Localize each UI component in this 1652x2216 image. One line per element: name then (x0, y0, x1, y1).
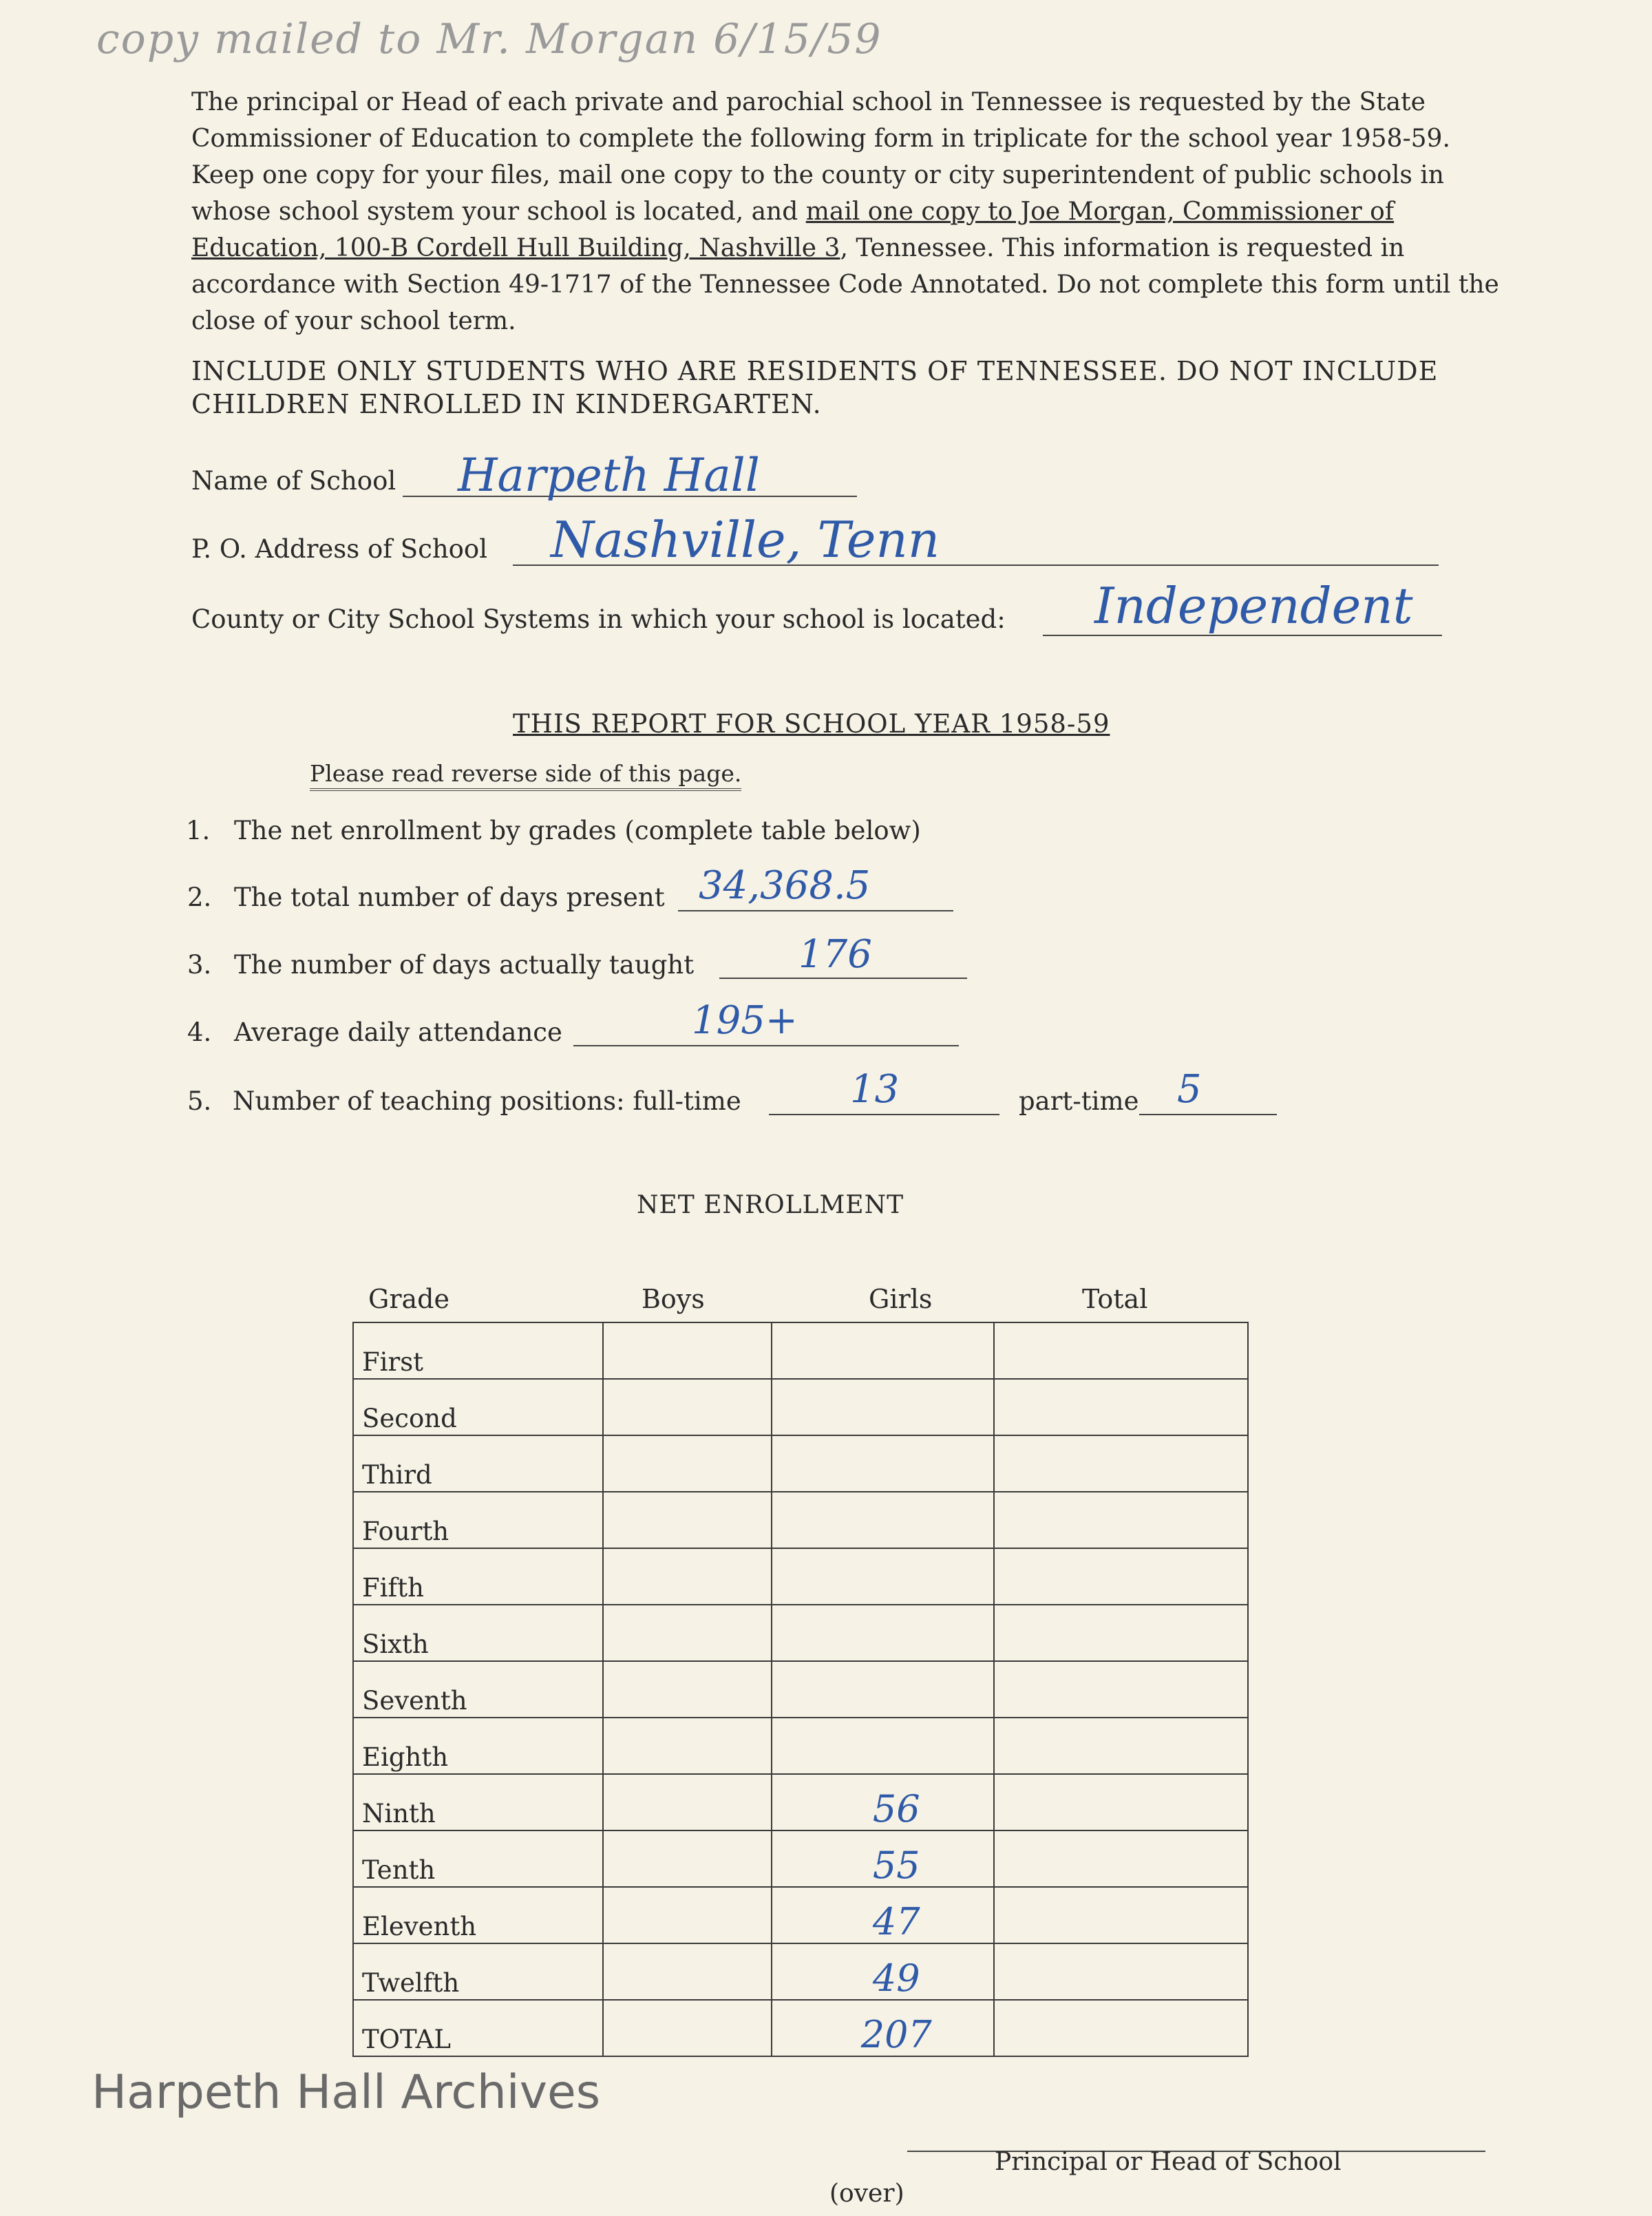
cell-grade: TOTAL (353, 2000, 603, 2056)
col-header-grade: Grade (368, 1284, 449, 1314)
q4-value[interactable]: 195+ (692, 998, 798, 1043)
cell-total[interactable] (994, 1661, 1248, 1718)
cell-total[interactable] (994, 1492, 1248, 1548)
school-system-value[interactable]: Independent (1094, 577, 1413, 635)
pencil-note: copy mailed to Mr. Morgan 6/15/59 (96, 15, 882, 63)
table-row (353, 1718, 1248, 1774)
cell-grade: Fifth (353, 1548, 603, 1605)
cell-boys[interactable] (603, 1322, 772, 1379)
q5-part-label: part-time (1019, 1086, 1139, 1116)
table-row (353, 1435, 1248, 1492)
school-system-label: County or City School Systems in which your school is located: (191, 604, 1006, 634)
cell-girls[interactable] (772, 1492, 994, 1548)
q3-text: The number of days actually taught (234, 950, 695, 980)
table-row (353, 1605, 1248, 1661)
cell-boys[interactable] (603, 1830, 772, 1887)
cell-total[interactable] (994, 1322, 1248, 1379)
school-name-value[interactable]: Harpeth Hall (458, 449, 760, 502)
table-row (353, 1943, 1248, 2000)
table-row (353, 1379, 1248, 1435)
net-enrollment-title: NET ENROLLMENT (637, 1191, 904, 1219)
residency-notice: INCLUDE ONLY STUDENTS WHO ARE RESIDENTS OF TENNESSEE. DO NOT INCLUDE CHILDREN ENROLLED IN KINDERGARTEN. (191, 356, 1439, 419)
cell-girls[interactable] (772, 1887, 994, 1943)
school-name-label: Name of School (191, 466, 396, 496)
q4-line (573, 1045, 959, 1046)
q2-number: 2. (187, 883, 212, 912)
address-label: P. O. Address of School (191, 534, 488, 564)
q5-part-value[interactable]: 5 (1177, 1067, 1202, 1112)
cell-boys[interactable] (603, 1943, 772, 2000)
table-row (353, 1548, 1248, 1605)
cell-girls[interactable] (772, 1605, 994, 1661)
q2-value[interactable]: 34,368.5 (699, 863, 871, 908)
col-header-girls: Girls (869, 1284, 933, 1314)
table-row (353, 1322, 1248, 1379)
cell-boys[interactable] (603, 1887, 772, 1943)
girls-value: 49 (872, 1956, 920, 2000)
cell-total[interactable] (994, 2000, 1248, 2056)
cell-grade: Seventh (353, 1661, 603, 1718)
cell-total[interactable] (994, 1943, 1248, 2000)
cell-girls[interactable] (772, 1943, 994, 2000)
cell-girls[interactable] (772, 1435, 994, 1492)
intro-underlined: mail one copy to Joe Morgan, Commissioner of Education, 100-B Cordell Hull Building, Nashville 3 (191, 198, 1395, 262)
q5-full-value[interactable]: 13 (850, 1067, 900, 1112)
cell-boys[interactable] (603, 1548, 772, 1605)
cell-boys[interactable] (603, 1435, 772, 1492)
cell-total[interactable] (994, 1435, 1248, 1492)
over-note: (over) (829, 2180, 904, 2208)
read-reverse-note: Please read reverse side of this page. (310, 760, 741, 791)
q1-number: 1. (186, 816, 211, 845)
cell-total[interactable] (994, 1830, 1248, 1887)
cell-girls[interactable] (772, 1548, 994, 1605)
q4-text: Average daily attendance (234, 1017, 562, 1047)
q5-full-line (769, 1114, 999, 1115)
cell-grade: Sixth (353, 1605, 603, 1661)
q2-line (678, 910, 953, 911)
archive-watermark: Harpeth Hall Archives (92, 2065, 601, 2120)
cell-grade: First (353, 1322, 603, 1379)
cell-grade: Second (353, 1379, 603, 1435)
cell-grade: Ninth (353, 1774, 603, 1830)
cell-boys[interactable] (603, 2000, 772, 2056)
table-row (353, 1661, 1248, 1718)
table-row (353, 1887, 1248, 1943)
cell-total[interactable] (994, 1774, 1248, 1830)
q3-number: 3. (187, 950, 212, 980)
table-row (353, 1774, 1248, 1830)
q3-line (719, 978, 967, 979)
net-enrollment-table (352, 1322, 1249, 2057)
cell-boys[interactable] (603, 1492, 772, 1548)
col-header-boys: Boys (642, 1284, 705, 1314)
q3-value[interactable]: 176 (798, 932, 872, 977)
col-header-total: Total (1082, 1284, 1148, 1314)
cell-grade: Third (353, 1435, 603, 1492)
address-value[interactable]: Nashville, Tenn (551, 511, 940, 569)
table-row (353, 1492, 1248, 1548)
report-title: THIS REPORT FOR SCHOOL YEAR 1958-59 (513, 709, 1110, 739)
cell-boys[interactable] (603, 1379, 772, 1435)
q4-number: 4. (187, 1017, 212, 1047)
cell-boys[interactable] (603, 1605, 772, 1661)
q5-number: 5. (187, 1086, 212, 1116)
cell-girls[interactable] (772, 1830, 994, 1887)
cell-girls[interactable] (772, 1379, 994, 1435)
intro-text-2: , Tennessee. This information is requested in accordance with Section 49-1717 of the Tennessee Code Annotated. Do not complete this form until the close of your school term. (191, 234, 1499, 335)
cell-grade: Eighth (353, 1718, 603, 1774)
cell-girls[interactable] (772, 1322, 994, 1379)
girls-value: 207 (860, 2013, 932, 2056)
cell-boys[interactable] (603, 1774, 772, 1830)
q1-text: The net enrollment by grades (complete table below) (234, 816, 921, 845)
cell-total[interactable] (994, 1605, 1248, 1661)
signature-label: Principal or Head of School (995, 2148, 1342, 2176)
table-row (353, 2000, 1248, 2056)
cell-grade: Eleventh (353, 1887, 603, 1943)
cell-girls[interactable] (772, 2000, 994, 2056)
q5-part-line (1139, 1114, 1277, 1115)
cell-boys[interactable] (603, 1718, 772, 1774)
girls-value: 47 (872, 1900, 920, 1943)
cell-total[interactable] (994, 1379, 1248, 1435)
cell-grade: Fourth (353, 1492, 603, 1548)
table-row (353, 1830, 1248, 1887)
intro-text-1: The principal or Head of each private and parochial school in Tennessee is requested by the State Commissioner of Education to complete the following form in triplicate for the school year 1958-59. Keep one copy for your files, mail one copy to the county or city superintendent of public schools in whose school system your school is located, and (191, 88, 1450, 226)
cell-girls[interactable] (772, 1718, 994, 1774)
girls-value: 55 (872, 1844, 920, 1887)
q2-text: The total number of days present (234, 883, 665, 912)
cell-grade: Twelfth (353, 1943, 603, 2000)
q5-text: Number of teaching positions: full-time (233, 1086, 741, 1116)
school-system-line (1043, 635, 1442, 636)
intro-paragraph (191, 84, 1520, 339)
cell-girls[interactable] (772, 1774, 994, 1830)
cell-boys[interactable] (603, 1661, 772, 1718)
cell-total[interactable] (994, 1887, 1248, 1943)
cell-grade: Tenth (353, 1830, 603, 1887)
cell-total[interactable] (994, 1548, 1248, 1605)
cell-total[interactable] (994, 1718, 1248, 1774)
cell-girls[interactable] (772, 1661, 994, 1718)
girls-value: 56 (872, 1787, 920, 1830)
